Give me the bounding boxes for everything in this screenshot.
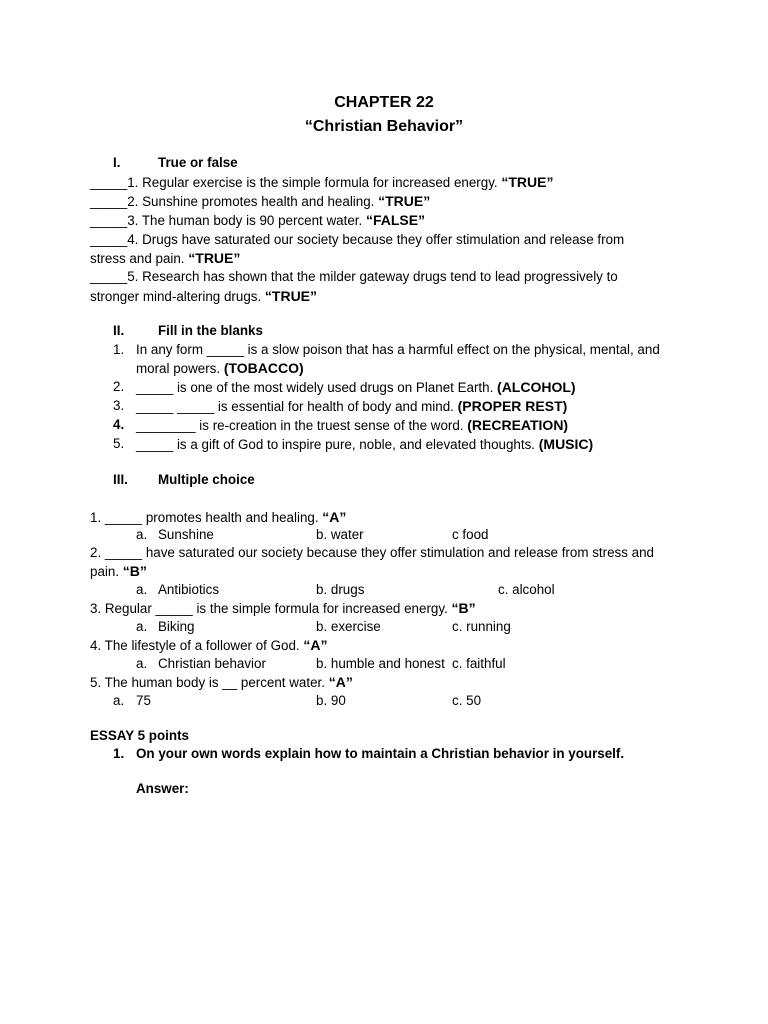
section-3-number: III.: [113, 472, 128, 487]
tf-item-2: _____2. Sunshine promotes health and healing. “TRUE”: [90, 193, 431, 209]
mc-question-3: 3. Regular _____ is the simple formula for increased energy. “B”: [90, 600, 476, 616]
mc-4-option-a-letter: a.: [136, 656, 148, 671]
mc-3-option-a-letter: a.: [136, 619, 148, 634]
mc-1-option-a: Sunshine: [158, 527, 214, 542]
mc-3-option-c: c. running: [452, 619, 511, 634]
mc-question-5: 5. The human body is __ percent water. “A”: [90, 674, 353, 690]
mc-answer-2: “B”: [122, 563, 147, 579]
fill-answer-4: (RECREATION): [467, 417, 569, 433]
fill-item-5-number: 5.: [113, 436, 125, 451]
tf-item-1: _____1. Regular exercise is the simple formula for increased energy. “TRUE”: [90, 174, 554, 190]
fill-item-1-number: 1.: [113, 342, 125, 357]
tf-item-4: _____4. Drugs have saturated our society because they offer stimulation and release from: [90, 232, 625, 247]
mc-2-option-c: c. alcohol: [498, 582, 555, 597]
section-1-number: I.: [113, 155, 121, 170]
mc-question-1: 1. _____ promotes health and healing. “A”: [90, 509, 347, 525]
mc-question-4: 4. The lifestyle of a follower of God. “A”: [90, 637, 328, 653]
mc-1-option-c: c food: [452, 527, 489, 542]
fill-answer-2: (ALCOHOL): [497, 379, 576, 395]
tf-answer-1: “TRUE”: [501, 174, 554, 190]
mc-5-option-c: c. 50: [452, 693, 482, 708]
essay-title: ESSAY 5 points: [90, 728, 189, 743]
mc-answer-1: “A”: [322, 509, 347, 525]
fill-item-1-cont: moral powers. (TOBACCO): [136, 360, 304, 376]
tf-answer-4: “TRUE”: [188, 250, 241, 266]
tf-answer-5: “TRUE”: [264, 288, 318, 304]
mc-2-option-a-letter: a.: [136, 582, 148, 597]
tf-item-5-cont: stronger mind-altering drugs. “TRUE”: [90, 288, 318, 304]
chapter-subtitle: “Christian Behavior”: [304, 118, 464, 135]
fill-item-2-number: 2.: [113, 379, 125, 394]
fill-item-5: _____ is a gift of God to inspire pure, noble, and elevated thoughts. (MUSIC): [136, 436, 594, 452]
tf-item-4-cont: stress and pain. “TRUE”: [90, 250, 241, 266]
mc-4-option-c: c. faithful: [452, 656, 506, 671]
fill-item-3: _____ _____ is essential for health of body and mind. (PROPER REST): [136, 398, 568, 414]
essay-answer-label: Answer:: [136, 781, 189, 796]
fill-item-1: In any form _____ is a slow poison that has a harmful effect on the physical, mental, and: [136, 342, 660, 357]
fill-answer-5: (MUSIC): [538, 436, 594, 452]
fill-answer-3: (PROPER REST): [457, 398, 568, 414]
mc-1-option-a-letter: a.: [136, 527, 148, 542]
tf-answer-3: “FALSE”: [365, 212, 426, 228]
section-2-title: Fill in the blanks: [158, 323, 263, 338]
section-2-number: II.: [113, 323, 125, 338]
mc-4-option-a: Christian behavior: [158, 656, 266, 671]
mc-2-option-b: b. drugs: [316, 582, 365, 597]
mc-3-option-b: b. exercise: [316, 619, 381, 634]
mc-5-option-b: b. 90: [316, 693, 346, 708]
mc-5-option-a: 75: [136, 693, 151, 708]
tf-item-5: _____5. Research has shown that the milder gateway drugs tend to lead progressively to: [90, 269, 618, 284]
essay-question: On your own words explain how to maintain a Christian behavior in yourself.: [136, 746, 625, 761]
section-1-title: True or false: [158, 155, 238, 170]
tf-answer-2: “TRUE”: [378, 193, 431, 209]
mc-answer-4: “A”: [303, 637, 328, 653]
mc-4-option-b: b. humble and honest: [316, 656, 445, 671]
section-3-title: Multiple choice: [158, 472, 255, 487]
fill-answer-1: (TOBACCO): [223, 360, 304, 376]
mc-3-option-a: Biking: [158, 619, 195, 634]
essay-question-number: 1.: [113, 746, 125, 761]
mc-answer-5: “A”: [328, 674, 353, 690]
fill-item-4-number: 4.: [113, 417, 125, 432]
mc-1-option-b: b. water: [316, 527, 364, 542]
chapter-heading: CHAPTER 22: [334, 94, 434, 111]
fill-item-3-number: 3.: [113, 398, 125, 413]
mc-answer-3: “B”: [451, 600, 476, 616]
fill-item-4: ________ is re-creation in the truest sense of the word. (RECREATION): [136, 417, 569, 433]
mc-question-2: 2. _____ have saturated our society because they offer stimulation and release from stress and: [90, 545, 654, 560]
mc-question-2-cont: pain. “B”: [90, 563, 147, 579]
fill-item-2: _____ is one of the most widely used drugs on Planet Earth. (ALCOHOL): [136, 379, 576, 395]
mc-5-option-a-letter: a.: [113, 693, 125, 708]
mc-2-option-a: Antibiotics: [158, 582, 220, 597]
tf-item-3: _____3. The human body is 90 percent water. “FALSE”: [90, 212, 426, 228]
